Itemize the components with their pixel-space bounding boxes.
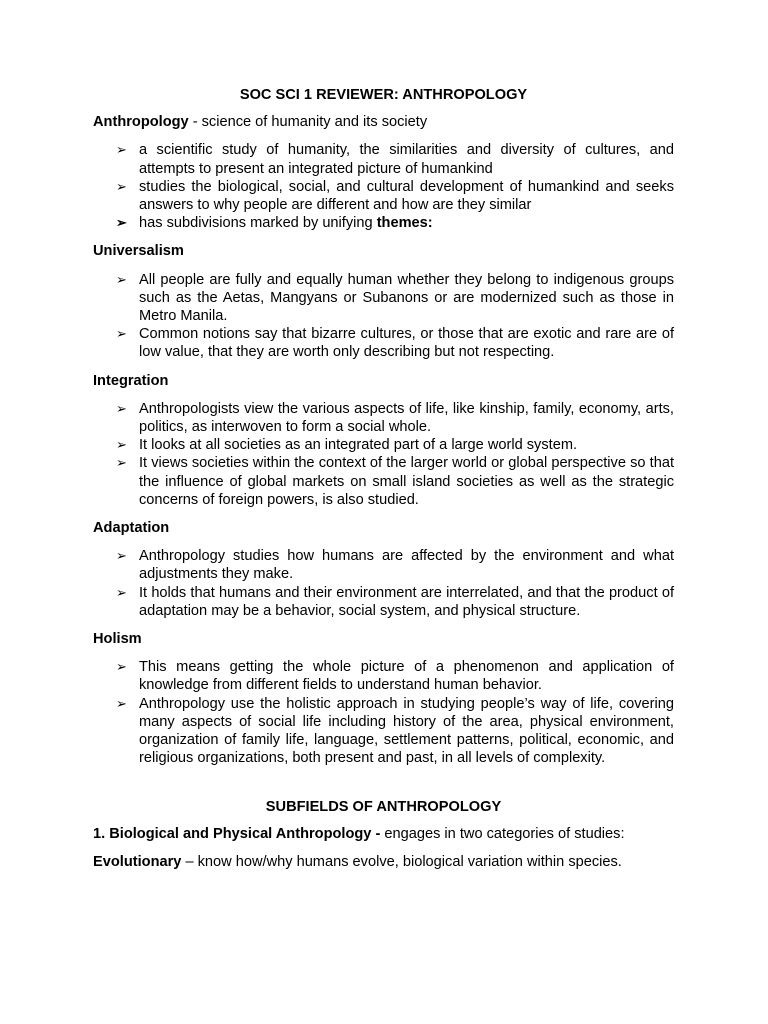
list-item xyxy=(116,454,674,509)
section-spacer xyxy=(93,778,674,798)
section-heading-integration: Integration xyxy=(93,372,169,389)
list-item-text: a scientific study of humanity, the similarities and diversity of cultures, and attempts to present an integrated picture of humankind xyxy=(139,142,674,177)
list-item-text: All people are fully and equally human whether they belong to indigenous groups such as the Aetas, Mangyans or Subanons or are modernized such as those in Metro Manila. xyxy=(139,271,674,325)
arrow-bullet-icon: ➢ xyxy=(116,326,127,342)
subfield-item-1-bold: 1. Biological and Physical Anthropology - xyxy=(93,825,381,842)
list-item xyxy=(116,695,674,768)
evolutionary-bold: Evolutionary xyxy=(93,853,182,870)
evolutionary-text: – know how/why humans evolve, biological variation within species. xyxy=(181,853,622,870)
list-item xyxy=(116,178,674,214)
list-item-text: has subdivisions marked by unifying xyxy=(139,215,377,232)
arrow-bullet-icon: ➢ xyxy=(116,400,127,416)
arrow-bullet-icon: ➢ xyxy=(116,437,127,453)
adaptation-bullet-list xyxy=(93,547,674,620)
arrow-bullet-icon: ➢ xyxy=(116,695,127,711)
section-heading-universalism: Universalism xyxy=(93,243,184,260)
list-item xyxy=(116,214,674,232)
arrow-bullet-icon: ➢ xyxy=(116,215,127,231)
page-title: SOC SCI 1 REVIEWER: ANTHROPOLOGY xyxy=(239,87,528,103)
subfield-item-1-text: engages in two categories of studies: xyxy=(380,825,625,842)
section-heading-adaptation: Adaptation xyxy=(93,520,170,537)
intro-definition xyxy=(93,113,674,131)
arrow-bullet-icon: ➢ xyxy=(116,271,127,287)
section-heading-holism: Holism xyxy=(93,631,142,648)
list-item-text: Anthropology use the holistic approach in studying people’s way of life, covering many aspects of social life including history of the area, physical environment, organization of family life, language, settlement patterns, political, economic, and religious organizations, both present and past, in all levels of complexity. xyxy=(139,695,674,767)
integration-bullet-list xyxy=(93,400,674,509)
list-item xyxy=(116,658,674,694)
intro-term: Anthropology xyxy=(93,114,189,131)
arrow-bullet-icon: ➢ xyxy=(116,584,127,600)
universalism-bullet-list xyxy=(93,271,674,362)
arrow-bullet-icon: ➢ xyxy=(116,178,127,194)
intro-definition-text: - science of humanity and its society xyxy=(188,114,428,131)
list-item-text: studies the biological, social, and cultural development of humankind and seeks answers to why people are different and how are they similar xyxy=(139,178,674,214)
list-item xyxy=(116,436,674,454)
list-item xyxy=(116,400,674,436)
arrow-bullet-icon: ➢ xyxy=(116,548,127,564)
subfield-item-1 xyxy=(93,825,674,843)
list-item-text: This means getting the whole picture of a phenomenon and application of knowledge from different fields to understand human behavior. xyxy=(139,659,674,694)
subfields-title: SUBFIELDS OF ANTHROPOLOGY xyxy=(265,798,502,815)
holism-bullet-list xyxy=(93,658,674,767)
list-item xyxy=(116,325,674,361)
arrow-bullet-icon: ➢ xyxy=(116,142,127,158)
list-item xyxy=(116,141,674,177)
intro-bullet-list xyxy=(93,141,674,232)
list-item-text: Anthropologists view the various aspects of life, like kinship, family, economy, arts, politics, as interwoven to form a social whole. xyxy=(139,400,674,436)
list-item-text: It looks at all societies as an integrated part of a large world system. xyxy=(139,437,578,454)
list-item-bold-text: themes: xyxy=(376,215,433,232)
list-item xyxy=(116,547,674,583)
list-item-text: Anthropology studies how humans are affected by the environment and what adjustments they make. xyxy=(139,548,674,583)
arrow-bullet-icon: ➢ xyxy=(116,659,127,675)
list-item xyxy=(116,584,674,620)
list-item-text: It holds that humans and their environment are interrelated, and that the product of adaptation may be a behavior, social system, and physical structure. xyxy=(139,584,674,619)
list-item-text: Common notions say that bizarre cultures, or those that are exotic and rare are of low value, that they are worth only describing but not respecting. xyxy=(139,326,674,361)
list-item xyxy=(116,271,674,326)
list-item-text: It views societies within the context of the larger world or global perspective so that the influence of global markets on small island societies as well as the strategic concerns of foreign powers, is also studied. xyxy=(139,455,674,508)
evolutionary-line xyxy=(93,853,674,871)
arrow-bullet-icon: ➢ xyxy=(116,455,127,471)
